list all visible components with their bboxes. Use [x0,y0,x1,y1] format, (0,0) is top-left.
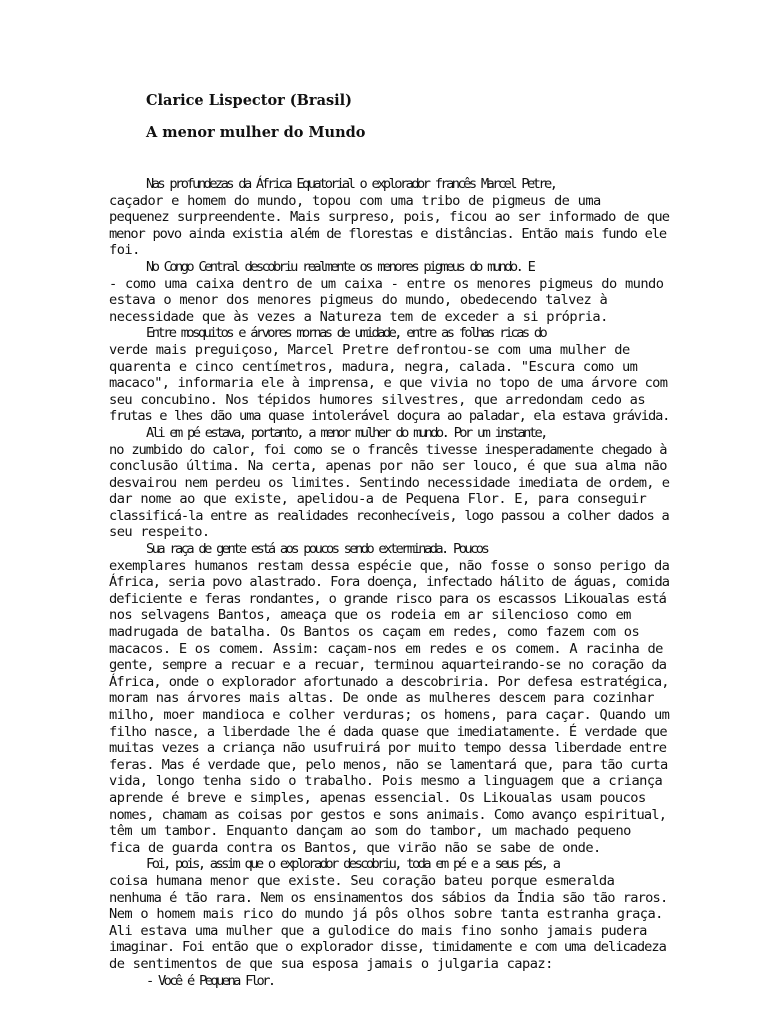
story-title: A menor mulher do Mundo [146,124,366,141]
text-line: imaginar. Foi então que o explorador disse, timidamente e com uma delicadeza [109,939,666,956]
story-body [109,176,669,989]
text-line: nos selvagens Bantos, ameaça que os rodeia em ar silencioso como em [109,607,631,624]
text-line: exemplares humanos restam dessa espécie que, não fosse o sonso perigo da [109,557,670,574]
text-line: verde mais preguiçoso, Marcel Pretre defrontou-se com uma mulher de [109,341,630,358]
text-line: filho nasce, a liberdade lhe é dada quase que imediatamente. É verdade que [109,723,667,740]
text-line: classificá-la entre as realidades reconhecíveis, logo passou a colher dados a [109,507,669,524]
text-line: estava o menor dos menores pigmeus do mundo, obedecendo talvez à [109,292,608,309]
text-line: conclusão última. Na certa, apenas por não ser louco, é que sua alma não [109,458,667,475]
text-line: necessidade que às vezes a Natureza tem de exceder a si própria. [109,308,608,325]
text-line: menor povo ainda existia além de florestas e distâncias. Então mais fundo ele [109,225,667,242]
text-line: Ali em pé estava, portanto, a menor mulher do mundo. Por um instante, [146,424,546,441]
text-line: macacos. E os comem. Assim: caçam-nos em redes e os comem. A racinha de [109,640,663,657]
text-line: Entre mosquitos e árvores mornas de umidade, entre as folhas ricas do [146,325,546,342]
text-line: seu concubino. Nos tépidos humores silvestres, que arredondam cedo as [109,391,646,408]
text-line: No Congo Central descobriu realmente os menores pigmeus do mundo. E [146,258,534,275]
text-line: Sua raça de gente está aos poucos sendo exterminada. Poucos [146,541,488,558]
text-line: deficiente e feras rondantes, o grande risco para os escassos Likoualas está [109,590,666,607]
text-line: aprende é breve e simples, apenas essencial. Os Likoualas usam poucos [109,789,646,806]
text-line: Foi, pois, assim que o explorador descobriu, toda em pé e a seus pés, a [146,856,559,873]
text-line: Nas profundezas da África Equatorial o explorador francês Marcel Petre, [146,176,556,192]
text-line: dar nome ao que existe, apelidou-a de Pequena Flor. E, para conseguir [109,491,647,508]
text-line: - Você é Pequena Flor. [146,972,274,989]
text-line: - como uma caixa dentro de um caixa - entre os menores pigmeus do mundo [109,275,664,292]
text-line: foi. [109,242,140,259]
text-line: pequenez surpreendente. Mais surpreso, pois, ficou ao ser informado de que [109,209,670,226]
text-line: muitas vezes a criança não usufruirá por muito tempo dessa liberdade entre [109,740,667,757]
text-line: de sentimentos de que sua esposa jamais o julgaria capaz: [109,955,553,972]
author-heading: Clarice Lispector (Brasil) [146,92,353,109]
text-line: quarenta e cinco centímetros, madura, negra, calada. "Escura como um [109,358,638,375]
text-line: macaco", informaria ele à imprensa, e que vivia no topo de uma árvore com [109,375,668,392]
text-line: nenhuma é tão rara. Nem os ensinamentos dos sábios da Índia são tão raros. [109,889,668,906]
text-line: fica de guarda contra os Bantos, que virão não se sabe de onde. [109,839,601,856]
text-line: Ali estava uma mulher que a gulodice do mais fino sonho jamais pudera [109,922,647,939]
text-line: vida, longo tenha sido o trabalho. Pois mesmo a linguagem que a criança [109,773,663,790]
text-line: moram nas árvores mais altas. De onde as mulheres descem para cozinhar [109,690,654,707]
text-line: milho, moer mandioca e colher verduras; os homens, para caçar. Quando um [109,707,670,723]
text-line: seu respeito. [109,524,210,541]
text-line: nomes, chamam as coisas por gestos e sons animais. Como avanço espiritual, [109,806,667,823]
text-line: caçador e homem do mundo, topou com uma tribo de pigmeus de uma [109,192,601,209]
text-line: Nem o homem mais rico do mundo já pôs olhos sobre tanta estranha graça. [109,906,663,923]
text-line: África, seria povo alastrado. Fora doença, infectado hálito de águas, comida [109,574,670,591]
text-line: coisa humana menor que existe. Seu coração bateu porque esmeralda [109,872,615,889]
text-line: no zumbido do calor, foi como se o francês tivesse inesperadamente chegado à [109,441,667,458]
text-line: madrugada de batalha. Os Bantos os caçam em redes, como fazem com os [109,624,640,641]
text-line: gente, sempre a recuar e a recuar, terminou aquarteirando-se no coração da [109,657,667,674]
text-line: feras. Mas é verdade que, pelo menos, não se lamentará que, para tão curta [109,756,668,773]
text-line: África, onde o explorador afortunado a descobriria. Por defesa estratégica, [109,673,669,690]
text-line: têm um tambor. Enquanto dançam ao som do tambor, um machado pequeno [109,823,631,840]
text-line: frutas e lhes dão uma quase intolerável doçura ao paladar, ela estava grávida. [109,408,670,425]
text-line: desvairou nem perdeu os limites. Sentindo necessidade imediata de ordem, e [109,474,670,491]
